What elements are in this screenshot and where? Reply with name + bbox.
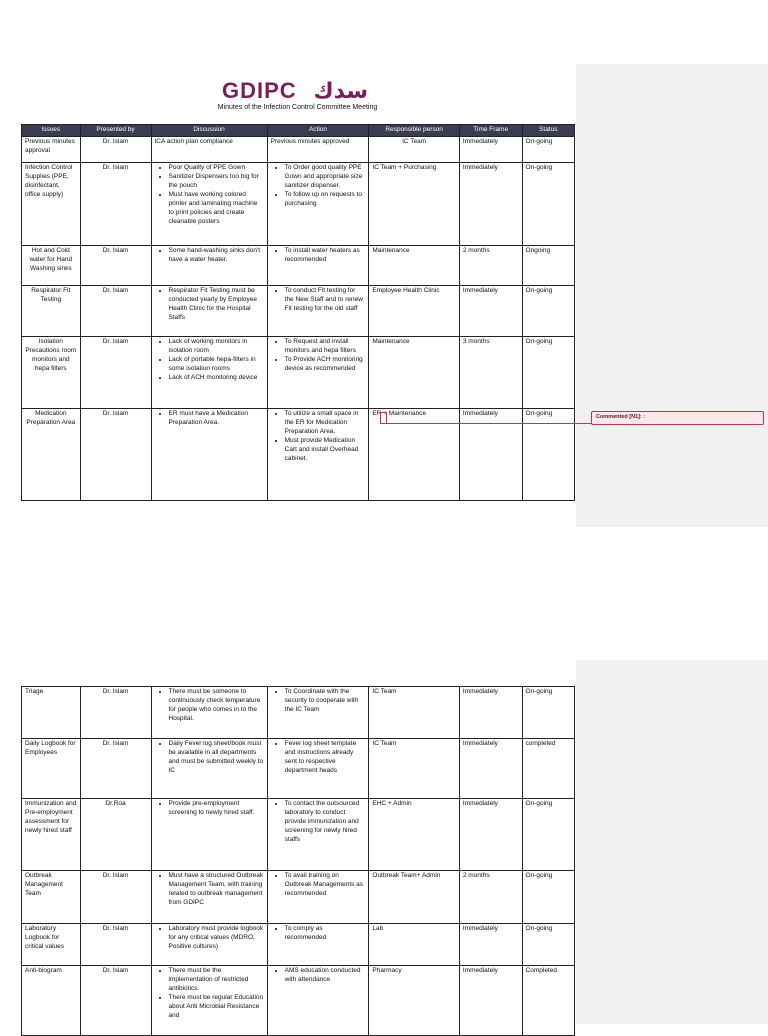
cell-discussion — [151, 337, 267, 409]
cell-action — [267, 409, 369, 501]
discussion-list — [155, 287, 264, 323]
minutes-table-page-1 — [21, 124, 575, 501]
discussion-list — [155, 410, 264, 428]
cell-presented-by: Dr. Islam — [80, 739, 151, 799]
table-header-row — [22, 125, 575, 137]
header-issues: Issues — [22, 125, 81, 137]
cell-action — [267, 799, 369, 871]
cell-time-frame: Immediately — [459, 286, 522, 337]
cell-discussion — [151, 163, 267, 246]
cell-presented-by: Dr. Islam — [80, 246, 151, 286]
gdipc-logo — [220, 74, 370, 106]
bullet-item: • To Order good quality PPE Gown and appropriate size sanitizer dispenser. — [285, 164, 366, 191]
cell-time-frame: Immediately — [459, 739, 522, 799]
cell-status: On-going — [522, 286, 574, 337]
cell-status: Ongoing — [522, 246, 574, 286]
action-list — [271, 925, 366, 943]
cell-time-frame: Immediately — [459, 687, 522, 739]
bullet-item: • There must be regular Education about Anti Microbial Resistance and — [169, 994, 264, 1021]
action-list — [271, 688, 366, 715]
cell-status: On-going — [522, 409, 574, 501]
cell-discussion — [151, 246, 267, 286]
cell-issue: Hot and Cold water for Hand Washing sinks — [22, 246, 81, 286]
bullet-item: • To Request and install monitors and hepa filters — [285, 338, 366, 356]
comment-balloon[interactable]: Commented [N1]: : — [591, 411, 764, 425]
cell-responsible: Pharmacy — [369, 966, 459, 1036]
cell-issue: Immunization and Pre-employment assessment for newly hired staff — [22, 799, 81, 871]
table-row — [22, 286, 575, 337]
discussion-list — [155, 740, 264, 776]
bullet-item: • Daily Fever log sheet/book must be available in all departments and must be submitted weekly to IC — [169, 740, 264, 776]
action-list — [271, 967, 366, 985]
header-time-frame: Time Frame — [459, 125, 522, 137]
cell-presented-by: Dr.Roa — [80, 799, 151, 871]
cell-responsible: IC Team — [369, 137, 459, 163]
cell-issue: Isolation Precautions room monitors and hepa filters — [22, 337, 81, 409]
table-row — [22, 924, 575, 966]
bullet-item: • Sanitizer Dispensers too big for the pouch — [169, 173, 264, 191]
header-presented-by: Presented by — [80, 125, 151, 137]
cell-discussion — [151, 286, 267, 337]
cell-presented-by: Dr. Islam — [80, 163, 151, 246]
table-row — [22, 337, 575, 409]
bullet-item: • Poor Quality of PPE Gown — [169, 164, 264, 173]
cell-status: On-going — [522, 799, 574, 871]
discussion-list — [155, 925, 264, 952]
bullet-item: • Fever log sheet template and instructions already sent to respective department heads — [285, 740, 366, 776]
bullet-item: • Must have a structured Outbreak Management Team, with training related to outbreak management from GDIPC — [169, 872, 264, 908]
cell-responsible: IC Team — [369, 739, 459, 799]
cell-issue: Anti-biogram — [22, 966, 81, 1036]
cell-discussion — [151, 739, 267, 799]
header-status: Status — [522, 125, 574, 137]
cell-action — [267, 739, 369, 799]
cell-responsible: Lab — [369, 924, 459, 966]
table-row — [22, 163, 575, 246]
action-list — [271, 338, 366, 374]
cell-discussion — [151, 871, 267, 924]
table-row — [22, 871, 575, 924]
cell-issue: Outbreak Management Team — [22, 871, 81, 924]
cell-presented-by: Dr. Islam — [80, 409, 151, 501]
cell-time-frame: Immediately — [459, 924, 522, 966]
cell-discussion — [151, 966, 267, 1036]
bullet-item: • There must be someone to continuously check temperature for people who comes in to the Hospital. — [169, 688, 264, 724]
table-row — [22, 687, 575, 739]
cell-responsible: Outbreak Team+ Admin — [369, 871, 459, 924]
bullet-item: • To comply as recommended — [285, 925, 366, 943]
cell-status: completed — [522, 739, 574, 799]
cell-status: Completed — [522, 966, 574, 1036]
comment-margin-pane — [576, 64, 768, 527]
header-action: Action — [267, 125, 369, 137]
cell-discussion — [151, 687, 267, 739]
cell-presented-by: Dr. Islam — [80, 687, 151, 739]
bullet-item: • Must provide Medication Cart and install Overhead cabinet. — [285, 437, 366, 464]
cell-issue: Daily Logbook for Employees — [22, 739, 81, 799]
cell-issue: Laboratory Logbook for critical values — [22, 924, 81, 966]
cell-discussion — [151, 799, 267, 871]
bullet-item: • Lack of ACH monitoring device — [169, 374, 264, 383]
table-row — [22, 799, 575, 871]
header-discussion: Discussion — [151, 125, 267, 137]
bullet-item: • To contact the outsourced laboratory to conduct provide immunization and screening for newly hired staffs — [285, 800, 366, 845]
cell-issue: Respirator Fit Testing — [22, 286, 81, 337]
bullet-item: • Lack of working monitors in isolation room — [169, 338, 264, 356]
cell-time-frame: Immediately — [459, 137, 522, 163]
cell-action — [267, 337, 369, 409]
action-list — [271, 410, 366, 464]
cell-presented-by: Dr. Islam — [80, 924, 151, 966]
bullet-item: • Provide pre-employment screening to newly hired staff. — [169, 800, 264, 818]
bullet-item: • To conduct Fit testing for the New Staff and to renew Fit testing for the old staff — [285, 287, 366, 314]
action-list — [271, 164, 366, 209]
cell-issue: Previous minutes approval — [22, 137, 81, 163]
cell-action — [267, 924, 369, 966]
cell-status: On-going — [522, 137, 574, 163]
bullet-item: • ER must have a Medication Preparation Area. — [169, 410, 264, 428]
bullet-item: • There must be the implementation of restricted antibiotics. — [169, 967, 264, 994]
cell-presented-by: Dr. Islam — [80, 337, 151, 409]
cell-issue: Infection Control Supplies (PPE, disinfectant, office supply) — [22, 163, 81, 246]
bullet-item: • Lack of portable hepa-filters in some isolation rooms — [169, 356, 264, 374]
cell-discussion — [151, 924, 267, 966]
cell-responsible: Employee Health Clinic — [369, 286, 459, 337]
discussion-list — [155, 688, 264, 724]
table-row — [22, 137, 575, 163]
cell-responsible: Maintenance — [369, 246, 459, 286]
bullet-item: • To install water heaters as recommended — [285, 247, 366, 265]
cell-issue: Medication Preparation Area — [22, 409, 81, 501]
action-list — [271, 247, 366, 265]
table-row — [22, 966, 575, 1036]
logo-arabic-text: سدك — [313, 79, 368, 104]
cell-time-frame: 2 months — [459, 246, 522, 286]
cell-status: On-going — [522, 337, 574, 409]
cell-presented-by: Dr. Islam — [80, 137, 151, 163]
cell-responsible: ER + Maintenance — [369, 409, 459, 501]
cell-time-frame: Immediately — [459, 966, 522, 1036]
action-list — [271, 800, 366, 845]
cell-action: Previous minutes approved — [267, 137, 369, 163]
discussion-list — [155, 967, 264, 1021]
cell-presented-by: Dr. Islam — [80, 871, 151, 924]
cell-time-frame: Immediately — [459, 163, 522, 246]
cell-time-frame: 2 months — [459, 871, 522, 924]
discussion-list — [155, 164, 264, 227]
cell-issue: Triage — [22, 687, 81, 739]
cell-discussion: ICA action plan compliance — [151, 137, 267, 163]
cell-action — [267, 246, 369, 286]
cell-presented-by: Dr. Islam — [80, 966, 151, 1036]
bullet-item: • Respirator Fit Testing must be conducted yearly by Employee Health Clinic for the Hospital Staffs — [169, 287, 264, 323]
discussion-list — [155, 872, 264, 908]
cell-status: On-going — [522, 924, 574, 966]
action-list — [271, 872, 366, 899]
bullet-item: • To Coordinate with the security to cooperate with the IC Team — [285, 688, 366, 715]
cell-status: On-going — [522, 163, 574, 246]
minutes-table-page-2 — [21, 686, 575, 1036]
cell-responsible: Maintenance — [369, 337, 459, 409]
action-list — [271, 287, 366, 314]
header-responsible-person: Responsible person — [369, 125, 459, 137]
bullet-item: • To follow up on requests to purchasing — [285, 191, 366, 209]
discussion-list — [155, 247, 264, 265]
bullet-item: • Must have working colored printer and laminating machine to print policies and create cleanable posters — [169, 191, 264, 227]
document-subtitle: Minutes of the Infection Control Committee Meeting — [217, 104, 378, 111]
bullet-item: • Laboratory must provide logbook for any critical values (MDRO, Positive cultures) — [169, 925, 264, 952]
cell-responsible: IC Team — [369, 687, 459, 739]
cell-time-frame: Immediately — [459, 799, 522, 871]
table-row — [22, 739, 575, 799]
bullet-item: • AMS education conducted with attendance — [285, 967, 366, 985]
cell-action — [267, 286, 369, 337]
bullet-item: • To avail training on Outbreak Managements as recommended — [285, 872, 366, 899]
cell-action — [267, 871, 369, 924]
discussion-list — [155, 800, 264, 818]
bullet-item: • To Provide ACH monitoring device as recommended — [285, 356, 366, 374]
cell-action — [267, 687, 369, 739]
bullet-item: • To utilize a small space in the ER for Medication Preparation Area, — [285, 410, 366, 437]
cell-time-frame: 3 months — [459, 337, 522, 409]
cell-action — [267, 966, 369, 1036]
cell-discussion — [151, 409, 267, 501]
comment-margin-pane — [576, 660, 768, 1024]
bullet-item: • Some hand-washing sinks don't have a water heater. — [169, 247, 264, 265]
logo-latin-text: GDIPC — [222, 78, 297, 103]
action-list — [271, 740, 366, 776]
cell-status: On-going — [522, 687, 574, 739]
cell-action — [267, 163, 369, 246]
cell-responsible: EHC + Admin — [369, 799, 459, 871]
comment-connector-line — [384, 423, 592, 424]
cell-time-frame: Immediately — [459, 409, 522, 501]
discussion-list — [155, 338, 264, 383]
table-row — [22, 246, 575, 286]
cell-status: On-going — [522, 871, 574, 924]
cell-responsible: IC Team + Purchasing — [369, 163, 459, 246]
cell-presented-by: Dr. Islam — [80, 286, 151, 337]
